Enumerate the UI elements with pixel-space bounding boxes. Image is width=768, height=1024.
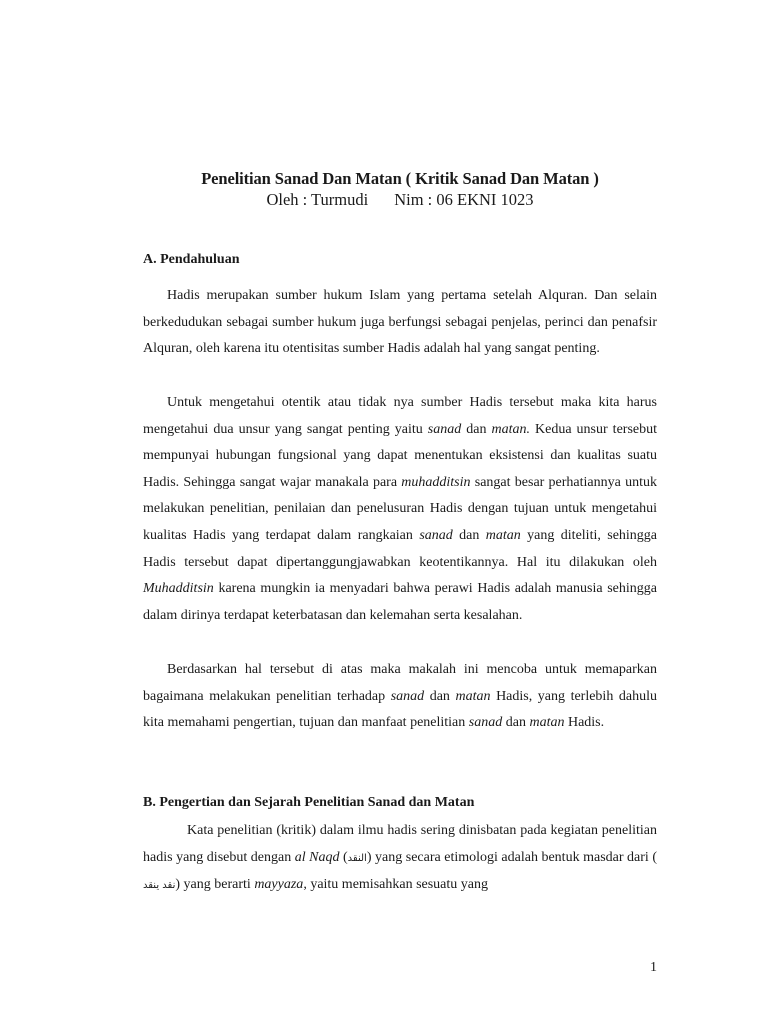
document-title: Penelitian Sanad Dan Matan ( Kritik Sanad Dan Matan ) [201,169,599,188]
text-run: Kata penelitian (kritik) dalam ilmu hadis sering dinisbatan pada kegiatan penelitian hadis yang disebut dengan [143,823,657,865]
text-run: dan [502,715,530,731]
arabic-term: نقد ينقد [143,880,176,892]
italic-term: matan [485,527,521,543]
text-run: , yaitu memisahkan sesuatu yang [303,877,488,893]
text-run: Hadis. [564,715,605,731]
text-run: Berdasarkan hal tersebut di atas maka makalah ini mencoba untuk memaparkan bagaimana melakukan penelitian terhadap [143,662,657,704]
section-a-paragraph-3 [143,657,657,737]
italic-term: sanad [390,688,425,704]
text-run: Kedua unsur tersebut mempunyai hubungan fungsional yang dapat menentukan eksistensi dan kualitas suatu Hadis. Sehingga sangat wajar manakala para [143,421,657,490]
text-run: dan [461,421,492,437]
text-run: dan [452,527,486,543]
author-label: Oleh : Turmudi [266,190,369,209]
text-run: sangat besar perhatiannya untuk melakukan penelitian, penilaian dan penelusuran Hadis dengan tujuan untuk mengetahui kualitas Hadis yang terdapat dalam rangkaian [143,474,657,543]
italic-term: matan. [491,421,530,437]
document-subtitle [0,190,768,210]
italic-term: matan [455,688,491,704]
arabic-term: النقد [347,852,367,864]
section-a-heading: A. Pendahuluan [143,252,240,267]
text-run: dan [424,688,456,704]
section-a-paragraph-2 [143,390,657,629]
section-b-paragraph-1 [143,818,657,900]
section-a-paragraph-1: Hadis merupakan sumber hukum Islam yang pertama setelah Alquran. Dan selain berkedudukan sebagai sumber hukum juga berfungsi sebagai penjelas, perinci dan penafsir Alquran, oleh karena itu otentisitas sumber Hadis adalah hal yang sangat penting. [143,288,657,357]
section-b-heading: B. Pengertian dan Sejarah Penelitian Sanad dan Matan [143,795,475,810]
italic-term: sanad [419,527,453,543]
text-run: yang diteliti, sehingga Hadis tersebut dapat dipertanggungjawabkan keotentikannya. Hal itu dilakukan oleh [143,527,658,570]
italic-term: al Naqd [294,849,340,865]
italic-term: sanad [427,421,462,437]
text-run: ) yang secara etimologi adalah bentuk masdar dari ( [366,849,657,865]
text-run: karena mungkin ia menyadari bahwa perawi Hadis adalah manusia sehingga dalam dirinya terdapat keterbatasan dan kelemahan serta kesalahan. [143,581,657,623]
text-run: ) yang berarti [175,877,255,893]
italic-term: sanad [468,715,503,731]
italic-term: mayyaza [254,877,304,893]
page-number: 1 [650,960,657,975]
nim-label: Nim : 06 EKNI 1023 [394,190,534,209]
text-run: Untuk mengetahui otentik atau tidak nya sumber Hadis tersebut maka kita harus mengetahui dua unsur yang sangat penting yaitu [143,395,657,437]
italic-term: Muhadditsin [143,581,214,597]
text-run: ( [339,849,348,865]
italic-term: matan [529,715,565,731]
text-run: Hadis, yang terlebih dahulu kita memahami pengertian, tujuan dan manfaat penelitian [143,688,657,731]
italic-term: muhadditsin [401,474,471,490]
